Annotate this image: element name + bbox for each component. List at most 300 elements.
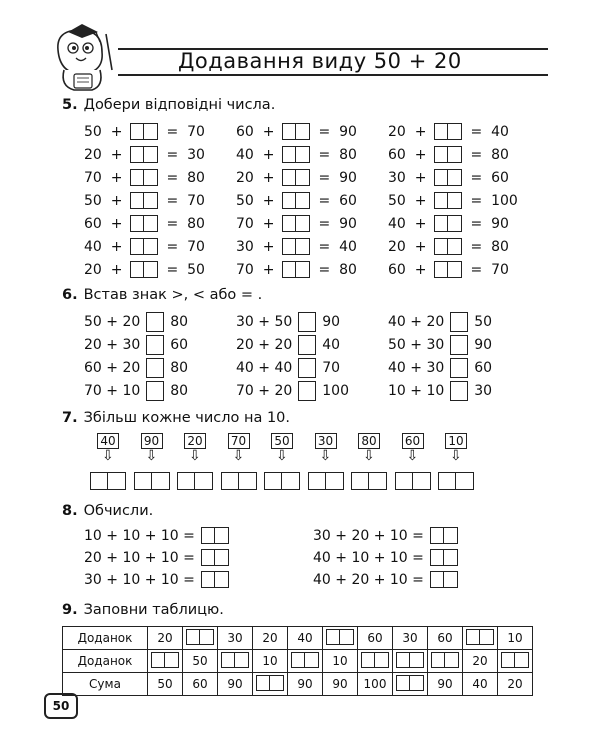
answer-box[interactable] <box>130 238 144 255</box>
expression: 20 + 20 <box>236 337 293 353</box>
equals-sign: = <box>318 169 340 186</box>
answer-box[interactable] <box>282 472 300 490</box>
answer-box[interactable] <box>305 652 319 668</box>
exercise-7-title <box>62 410 290 426</box>
table-cell[interactable] <box>463 627 498 650</box>
answer-box[interactable] <box>221 652 235 668</box>
equation-row <box>388 146 509 163</box>
missing-number-boxes[interactable] <box>434 146 462 163</box>
table-cell: 10 <box>498 627 533 650</box>
answer-boxes[interactable] <box>308 472 344 490</box>
missing-number-boxes[interactable] <box>130 123 158 140</box>
equation-row <box>84 192 205 209</box>
plus-sign: + <box>101 261 123 278</box>
answer-box[interactable] <box>108 472 126 490</box>
compare-value: 100 <box>322 383 349 399</box>
comparison-row <box>84 381 188 401</box>
comparison-row <box>84 335 188 355</box>
sum: 60 <box>491 169 509 186</box>
answer-box[interactable] <box>326 629 340 645</box>
compare-value: 60 <box>170 337 189 353</box>
addend: 70 <box>84 169 102 186</box>
answer-box[interactable] <box>144 192 158 209</box>
answer-boxes[interactable] <box>291 652 319 668</box>
missing-number-boxes[interactable] <box>282 146 310 163</box>
addend: 20 <box>388 238 406 255</box>
answer-box[interactable] <box>466 629 480 645</box>
answer-box[interactable] <box>165 652 179 668</box>
answer-box[interactable] <box>445 652 459 668</box>
down-arrow-icon: ⇩ <box>189 448 201 464</box>
answer-boxes[interactable] <box>430 527 458 544</box>
table-cell: 60 <box>183 673 218 696</box>
answer-box[interactable] <box>201 571 215 588</box>
table-cell[interactable] <box>498 650 533 673</box>
exercise-5-instruction: Добери відповідні числа. <box>83 97 276 113</box>
missing-number-boxes[interactable] <box>130 238 158 255</box>
answer-boxes[interactable] <box>221 472 257 490</box>
sum: 90 <box>339 123 357 140</box>
table-cell: 40 <box>288 627 323 650</box>
expression: 70 + 20 <box>236 383 293 399</box>
sum-row <box>84 549 235 566</box>
plus-sign: + <box>101 192 123 209</box>
answer-boxes[interactable] <box>264 472 300 490</box>
answer-box[interactable] <box>152 472 170 490</box>
answer-box[interactable] <box>144 215 158 232</box>
sign-box[interactable] <box>298 335 316 355</box>
answer-box[interactable] <box>410 675 424 691</box>
answer-boxes[interactable] <box>201 571 229 588</box>
answer-box[interactable] <box>515 652 529 668</box>
answer-box[interactable] <box>434 123 448 140</box>
plus-sign: + <box>253 146 275 163</box>
answer-boxes[interactable] <box>361 652 389 668</box>
answer-box[interactable] <box>369 472 387 490</box>
answer-box[interactable] <box>200 629 214 645</box>
equation-row <box>236 261 357 278</box>
table-cell[interactable] <box>393 650 428 673</box>
answer-box[interactable] <box>296 238 310 255</box>
answer-box[interactable] <box>151 652 165 668</box>
answer-box[interactable] <box>434 215 448 232</box>
equation-row <box>236 146 357 163</box>
answer-boxes[interactable] <box>151 652 179 668</box>
plus-sign: + <box>253 261 275 278</box>
answer-box[interactable] <box>434 238 448 255</box>
expression: 50 + 20 <box>84 314 141 330</box>
down-arrow-icon: ⇩ <box>145 448 158 464</box>
sign-box[interactable] <box>146 381 164 401</box>
down-arrow-icon: ⇩ <box>102 448 114 464</box>
answer-box[interactable] <box>296 123 310 140</box>
expression: 70 + 10 <box>84 383 141 399</box>
answer-box[interactable] <box>326 472 344 490</box>
table-cell: 40 <box>463 673 498 696</box>
expression: 40 + 30 <box>388 360 445 376</box>
compare-value: 40 <box>322 337 341 353</box>
answer-box[interactable] <box>361 652 375 668</box>
table-cell[interactable] <box>428 650 463 673</box>
answer-box[interactable] <box>130 146 144 163</box>
answer-boxes[interactable] <box>256 675 284 691</box>
answer-box[interactable] <box>448 215 462 232</box>
addend: 50 <box>84 192 102 209</box>
plus-sign: + <box>101 215 123 232</box>
answer-box[interactable] <box>130 261 144 278</box>
answer-box[interactable] <box>396 652 410 668</box>
plus-sign: + <box>101 169 123 186</box>
addend: 60 <box>236 123 254 140</box>
plus-sign: + <box>405 215 427 232</box>
sign-box[interactable] <box>298 381 316 401</box>
expression: 40 + 20 <box>388 314 445 330</box>
answer-boxes[interactable] <box>351 472 387 490</box>
equation-row <box>84 238 205 255</box>
compare-value: 80 <box>170 360 189 376</box>
start-number: 70 <box>228 433 250 449</box>
answer-box[interactable] <box>448 146 462 163</box>
answer-box[interactable] <box>308 472 326 490</box>
compare-value: 80 <box>170 314 189 330</box>
addend: 50 <box>236 192 254 209</box>
answer-boxes[interactable] <box>326 629 354 645</box>
answer-box[interactable] <box>282 192 296 209</box>
answer-box[interactable] <box>201 549 215 566</box>
table-cell: 90 <box>288 673 323 696</box>
missing-number-boxes[interactable] <box>434 215 462 232</box>
answer-boxes[interactable] <box>395 472 431 490</box>
sign-box[interactable] <box>298 312 316 332</box>
answer-box[interactable] <box>282 169 296 186</box>
down-arrow-icon: ⇩ <box>406 448 419 464</box>
answer-box[interactable] <box>144 123 158 140</box>
answer-box[interactable] <box>413 472 431 490</box>
answer-box[interactable] <box>235 652 249 668</box>
missing-number-boxes[interactable] <box>434 123 462 140</box>
answer-box[interactable] <box>448 123 462 140</box>
expression: 10 + 10 <box>388 383 445 399</box>
answer-box[interactable] <box>396 675 410 691</box>
answer-box[interactable] <box>256 675 270 691</box>
answer-box[interactable] <box>282 215 296 232</box>
table-cell: 30 <box>218 627 253 650</box>
answer-boxes[interactable] <box>177 472 213 490</box>
exercise-9-title <box>62 602 224 618</box>
answer-box[interactable] <box>291 652 305 668</box>
answer-boxes[interactable] <box>396 652 424 668</box>
answer-box[interactable] <box>270 675 284 691</box>
answer-box[interactable] <box>296 261 310 278</box>
answer-boxes[interactable] <box>396 675 424 691</box>
table-cell: 10 <box>323 650 358 673</box>
equation-row <box>84 123 205 140</box>
addend: 40 <box>388 215 406 232</box>
page-title: Додавання виду 50 + 20 <box>178 49 462 73</box>
sign-box[interactable] <box>146 358 164 378</box>
sum: 50 <box>187 261 205 278</box>
answer-box[interactable] <box>434 261 448 278</box>
answer-box[interactable] <box>264 472 282 490</box>
sign-box[interactable] <box>146 312 164 332</box>
sum-row <box>84 527 235 544</box>
answer-boxes[interactable] <box>466 629 494 645</box>
addend: 20 <box>84 261 102 278</box>
answer-boxes[interactable] <box>134 472 170 490</box>
answer-box[interactable] <box>130 215 144 232</box>
plus-sign: + <box>405 238 427 255</box>
expression: 40 + 40 <box>236 360 293 376</box>
missing-number-boxes[interactable] <box>130 169 158 186</box>
addend: 20 <box>388 123 406 140</box>
table-cell[interactable] <box>358 650 393 673</box>
answer-box[interactable] <box>144 169 158 186</box>
down-arrow-icon: ⇩ <box>450 448 462 464</box>
answer-box[interactable] <box>501 652 515 668</box>
sum: 90 <box>491 215 509 232</box>
answer-box[interactable] <box>431 652 445 668</box>
exercise-5-number: 5. <box>62 97 78 113</box>
answer-boxes[interactable] <box>90 472 126 490</box>
answer-boxes[interactable] <box>201 549 229 566</box>
answer-boxes[interactable] <box>431 652 459 668</box>
down-arrow-icon: ⇩ <box>232 448 245 464</box>
table-cell[interactable] <box>253 673 288 696</box>
sign-box[interactable] <box>298 358 316 378</box>
missing-number-boxes[interactable] <box>130 146 158 163</box>
expression: 50 + 30 <box>388 337 445 353</box>
sign-box[interactable] <box>146 335 164 355</box>
sum: 60 <box>339 192 357 209</box>
answer-box[interactable] <box>134 472 152 490</box>
answer-box[interactable] <box>144 238 158 255</box>
exercise-7-number: 7. <box>62 410 78 426</box>
table-cell[interactable] <box>183 627 218 650</box>
sum: 90 <box>339 169 357 186</box>
answer-boxes[interactable] <box>438 472 474 490</box>
equation-row <box>236 215 357 232</box>
plus-sign: + <box>405 146 427 163</box>
sign-box[interactable] <box>450 335 468 355</box>
sign-box[interactable] <box>450 358 468 378</box>
answer-boxes[interactable] <box>501 652 529 668</box>
missing-number-boxes[interactable] <box>282 123 310 140</box>
answer-box[interactable] <box>444 571 458 588</box>
exercise-8-instruction: Обчисли. <box>83 503 154 519</box>
start-number: 10 <box>445 433 467 449</box>
exercise-6-title <box>62 287 262 303</box>
answer-box[interactable] <box>195 472 213 490</box>
plus-sign: + <box>253 192 275 209</box>
addend: 30 <box>236 238 254 255</box>
answer-box[interactable] <box>296 215 310 232</box>
answer-boxes[interactable] <box>430 571 458 588</box>
answer-box[interactable] <box>430 527 444 544</box>
answer-box[interactable] <box>282 146 296 163</box>
addend: 40 <box>84 238 102 255</box>
expression: 30 + 20 + 10 = <box>313 527 424 544</box>
exercise-6-instruction: Встав знак >, < або = . <box>83 287 263 303</box>
equation-row <box>388 215 509 232</box>
down-arrow-icon: ⇩ <box>363 448 375 464</box>
missing-number-boxes[interactable] <box>282 261 310 278</box>
start-number: 30 <box>315 433 337 449</box>
answer-box[interactable] <box>130 192 144 209</box>
sign-box[interactable] <box>450 312 468 332</box>
exercise-9-table <box>62 626 533 696</box>
answer-box[interactable] <box>130 123 144 140</box>
addend: 50 <box>84 123 102 140</box>
equals-sign: = <box>318 146 340 163</box>
table-cell[interactable] <box>218 650 253 673</box>
answer-box[interactable] <box>430 549 444 566</box>
addend: 70 <box>236 261 254 278</box>
answer-box[interactable] <box>296 192 310 209</box>
equation-row <box>388 169 509 186</box>
answer-box[interactable] <box>144 146 158 163</box>
exercise-9-instruction: Заповни таблицю. <box>83 602 224 618</box>
answer-box[interactable] <box>434 192 448 209</box>
answer-box[interactable] <box>130 169 144 186</box>
answer-boxes[interactable] <box>221 652 249 668</box>
equals-sign: = <box>318 238 340 255</box>
sum: 100 <box>491 192 518 209</box>
answer-box[interactable] <box>296 146 310 163</box>
table-cell[interactable] <box>393 673 428 696</box>
answer-boxes[interactable] <box>430 549 458 566</box>
expression: 20 + 30 <box>84 337 141 353</box>
missing-number-boxes[interactable] <box>282 238 310 255</box>
compare-value: 90 <box>322 314 341 330</box>
answer-box[interactable] <box>395 472 413 490</box>
answer-box[interactable] <box>438 472 456 490</box>
answer-box[interactable] <box>282 123 296 140</box>
equals-sign: = <box>318 215 340 232</box>
comparison-row <box>236 312 340 332</box>
answer-boxes[interactable] <box>201 527 229 544</box>
table-cell: 50 <box>148 673 183 696</box>
missing-number-boxes[interactable] <box>434 192 462 209</box>
plus-sign: + <box>405 123 427 140</box>
equals-sign: = <box>470 192 492 209</box>
down-arrow-icon: ⇩ <box>276 448 288 464</box>
answer-box[interactable] <box>480 629 494 645</box>
answer-box[interactable] <box>456 472 474 490</box>
answer-box[interactable] <box>215 549 229 566</box>
addend: 60 <box>388 261 406 278</box>
comparison-row <box>388 312 492 332</box>
equation-row <box>84 146 205 163</box>
page-number: 50 <box>44 693 78 719</box>
answer-box[interactable] <box>448 261 462 278</box>
answer-box[interactable] <box>448 192 462 209</box>
exercise-7-instruction: Збільш кожне число на 10. <box>83 410 291 426</box>
equation-row <box>388 261 509 278</box>
equals-sign: = <box>166 123 188 140</box>
answer-box[interactable] <box>144 261 158 278</box>
table-cell[interactable] <box>288 650 323 673</box>
table-cell[interactable] <box>148 650 183 673</box>
answer-box[interactable] <box>351 472 369 490</box>
missing-number-boxes[interactable] <box>434 169 462 186</box>
answer-box[interactable] <box>296 169 310 186</box>
answer-box[interactable] <box>201 527 215 544</box>
table-cell: 90 <box>323 673 358 696</box>
equals-sign: = <box>470 261 492 278</box>
expression: 10 + 10 + 10 = <box>84 527 195 544</box>
equals-sign: = <box>166 238 188 255</box>
sum-row <box>84 571 235 588</box>
answer-box[interactable] <box>186 629 200 645</box>
missing-number-boxes[interactable] <box>434 238 462 255</box>
equals-sign: = <box>470 238 492 255</box>
table-cell[interactable] <box>323 627 358 650</box>
expression: 30 + 10 + 10 = <box>84 571 195 588</box>
missing-number-boxes[interactable] <box>130 261 158 278</box>
addend: 30 <box>388 169 406 186</box>
answer-box[interactable] <box>282 261 296 278</box>
sign-box[interactable] <box>450 381 468 401</box>
answer-box[interactable] <box>444 527 458 544</box>
addend: 20 <box>236 169 254 186</box>
answer-box[interactable] <box>282 238 296 255</box>
equals-sign: = <box>470 123 492 140</box>
missing-number-boxes[interactable] <box>282 192 310 209</box>
equation-row <box>388 123 509 140</box>
answer-box[interactable] <box>90 472 108 490</box>
answer-box[interactable] <box>239 472 257 490</box>
table-row <box>63 627 533 650</box>
comparison-row <box>236 381 349 401</box>
table-cell: 30 <box>393 627 428 650</box>
answer-box[interactable] <box>434 169 448 186</box>
answer-box[interactable] <box>215 527 229 544</box>
answer-box[interactable] <box>340 629 354 645</box>
sum-row <box>313 571 464 588</box>
answer-box[interactable] <box>221 472 239 490</box>
answer-box[interactable] <box>444 549 458 566</box>
answer-box[interactable] <box>430 571 444 588</box>
row-label: Доданок <box>63 650 148 673</box>
missing-number-boxes[interactable] <box>130 192 158 209</box>
compare-value: 70 <box>322 360 341 376</box>
missing-number-boxes[interactable] <box>282 215 310 232</box>
start-number: 50 <box>271 433 293 449</box>
equals-sign: = <box>166 169 188 186</box>
equation-row <box>84 169 205 186</box>
answer-box[interactable] <box>410 652 424 668</box>
answer-box[interactable] <box>375 652 389 668</box>
equals-sign: = <box>318 261 340 278</box>
answer-box[interactable] <box>177 472 195 490</box>
answer-box[interactable] <box>448 169 462 186</box>
start-number: 80 <box>358 433 380 449</box>
answer-box[interactable] <box>434 146 448 163</box>
missing-number-boxes[interactable] <box>130 215 158 232</box>
comparison-row <box>84 312 188 332</box>
answer-boxes[interactable] <box>186 629 214 645</box>
missing-number-boxes[interactable] <box>282 169 310 186</box>
equals-sign: = <box>166 146 188 163</box>
missing-number-boxes[interactable] <box>434 261 462 278</box>
table-cell: 90 <box>218 673 253 696</box>
answer-box[interactable] <box>448 238 462 255</box>
answer-box[interactable] <box>215 571 229 588</box>
equals-sign: = <box>166 192 188 209</box>
table-row <box>63 650 533 673</box>
plus-sign: + <box>101 123 123 140</box>
comparison-row <box>388 358 492 378</box>
